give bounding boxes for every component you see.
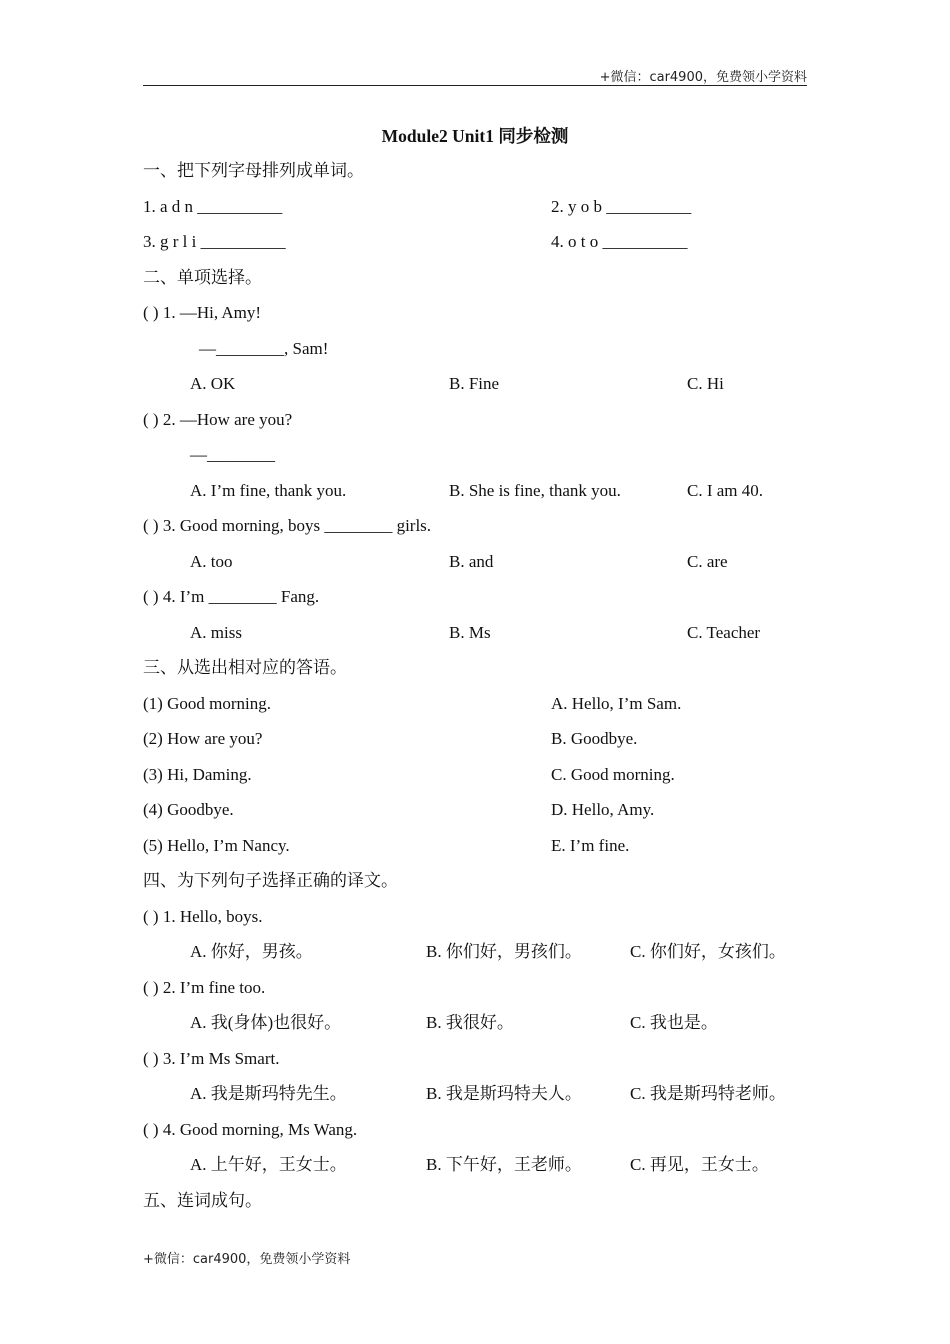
s4-q4-options <box>143 1154 807 1190</box>
footer-note: +微信：car4900，免费领小学资料 <box>143 1252 351 1267</box>
s3-row-1 <box>143 693 807 729</box>
s3-row-2 <box>143 728 807 764</box>
s2-q3-option-b: B. and <box>449 551 494 571</box>
s2-q4-options <box>143 622 807 658</box>
s4-q1-option-a: A. 你好，男孩。 <box>190 942 313 961</box>
s2-q3-option-c: C. are <box>687 551 728 571</box>
s4-q4-stem: ( ) 4. Good morning, Ms Wang. <box>143 1119 358 1139</box>
s2-q2-option-c: C. I am 40. <box>687 480 764 500</box>
s4-q2-options <box>143 1012 807 1048</box>
s1-row-2 <box>143 231 807 267</box>
s3-left-2: (2) How are you? <box>143 729 263 748</box>
s1-item-4: 4. o t o __________ <box>551 232 688 251</box>
s4-q4-option-a: A. 上午好，王女士。 <box>190 1155 347 1174</box>
s1-item-2: 2. y o b __________ <box>551 196 692 216</box>
s2-q2-reply: —________ <box>190 445 275 464</box>
header-note: +微信：car4900，免费领小学资料 <box>599 70 807 85</box>
s2-q1-options <box>143 373 807 409</box>
s3-right-5: E. I’m fine. <box>551 835 630 855</box>
section-4-heading: 四、为下列句子选择正确的译文。 <box>143 871 398 890</box>
s3-row-4 <box>143 799 807 835</box>
s2-q3-option-a: A. too <box>190 551 233 571</box>
s3-left-3: (3) Hi, Daming. <box>143 764 252 784</box>
s4-q3-option-b: B. 我是斯玛特夫人。 <box>426 1084 582 1103</box>
s2-q1-option-c: C. Hi <box>687 374 724 393</box>
s4-q3-option-a: A. 我是斯玛特先生。 <box>190 1084 347 1103</box>
s2-q2-option-b: B. She is fine, thank you. <box>449 480 621 500</box>
s3-right-4: D. Hello, Amy. <box>551 800 655 819</box>
s3-left-4: (4) Goodbye. <box>143 800 234 819</box>
s2-q1-option-a: A. OK <box>190 374 236 393</box>
s3-right-3: C. Good morning. <box>551 764 675 784</box>
section-3-heading: 三、从选出相对应的答语。 <box>143 658 347 677</box>
s2-q2-option-a: A. I’m fine, thank you. <box>190 480 347 500</box>
s2-q4-option-b: B. Ms <box>449 622 491 642</box>
s1-item-3: 3. g r l i __________ <box>143 232 286 251</box>
s4-q1-options <box>143 941 807 977</box>
s4-q4-option-b: B. 下午好，王老师。 <box>426 1155 582 1174</box>
page-title: Module2 Unit1 同步检测 <box>381 126 569 146</box>
section-1-heading: 一、把下列字母排列成单词。 <box>143 161 364 180</box>
section-2-heading: 二、单项选择。 <box>143 267 262 287</box>
s3-left-5: (5) Hello, I’m Nancy. <box>143 835 290 855</box>
s4-q3-option-c: C. 我是斯玛特老师。 <box>630 1084 786 1103</box>
s4-q4-option-c: C. 再见，王女士。 <box>630 1155 769 1174</box>
worksheet <box>143 125 807 1225</box>
s4-q1-option-b: B. 你们好，男孩们。 <box>426 942 582 961</box>
s2-q1-stem: ( ) 1. —Hi, Amy! <box>143 303 262 322</box>
s4-q1-stem: ( ) 1. Hello, boys. <box>143 906 263 926</box>
s2-q1-option-b: B. Fine <box>449 374 500 393</box>
s4-q2-option-b: B. 我很好。 <box>426 1013 514 1032</box>
section-5-heading: 五、连词成句。 <box>143 1190 262 1210</box>
s2-q1-reply: —________, Sam! <box>199 338 329 358</box>
s3-left-1: (1) Good morning. <box>143 693 271 713</box>
s2-q3-options <box>143 551 807 587</box>
s4-q3-options <box>143 1083 807 1119</box>
s1-item-1: 1. a d n __________ <box>143 196 283 216</box>
s1-row-1 <box>143 196 807 232</box>
s3-row-5 <box>143 835 807 871</box>
s4-q2-stem: ( ) 2. I’m fine too. <box>143 977 266 997</box>
s4-q1-option-c: C. 你们好，女孩们。 <box>630 942 786 961</box>
s2-q4-option-a: A. miss <box>190 622 242 642</box>
s4-q2-option-c: C. 我也是。 <box>630 1013 718 1032</box>
s2-q2-options <box>143 480 807 516</box>
s3-row-3 <box>143 764 807 800</box>
s3-right-1: A. Hello, I’m Sam. <box>551 693 682 713</box>
s2-q2-stem: ( ) 2. —How are you? <box>143 409 293 429</box>
s2-q4-option-c: C. Teacher <box>687 622 761 642</box>
header-rule <box>143 85 807 86</box>
s2-q3-stem: ( ) 3. Good morning, boys ________ girls. <box>143 516 432 535</box>
s3-right-2: B. Goodbye. <box>551 729 638 748</box>
s4-q2-option-a: A. 我(身体)也很好。 <box>190 1013 342 1032</box>
s2-q4-stem: ( ) 4. I’m ________ Fang. <box>143 587 320 606</box>
s4-q3-stem: ( ) 3. I’m Ms Smart. <box>143 1048 280 1068</box>
